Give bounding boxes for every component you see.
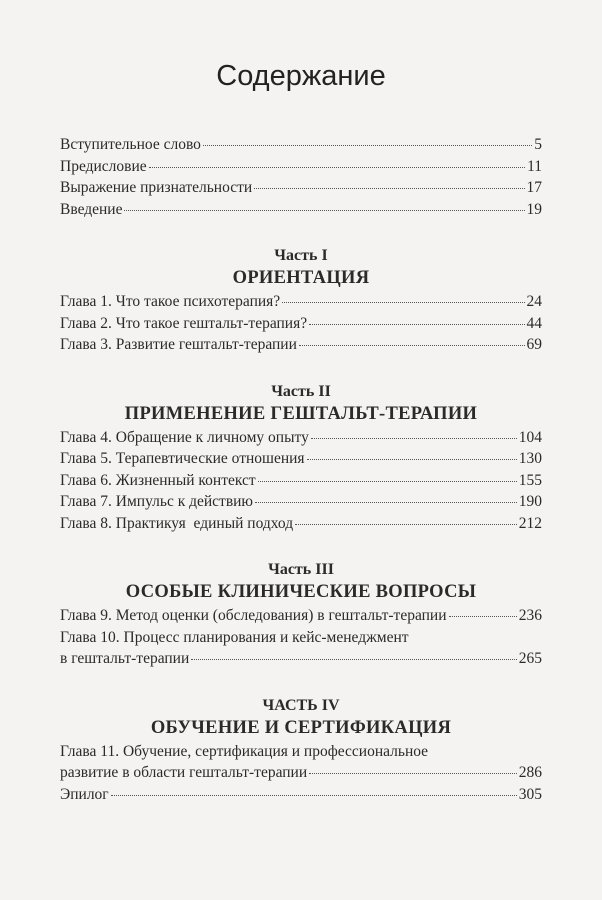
dot-leader [203, 145, 532, 146]
entry-page: 69 [526, 336, 542, 353]
part-name: ОСОБЫЕ КЛИНИЧЕСКИЕ ВОПРОСЫ [125, 582, 477, 602]
entry-page: 5 [534, 136, 542, 153]
toc-entry [60, 513, 542, 535]
part-heading [60, 559, 542, 605]
entry-page: 265 [518, 650, 542, 667]
toc-entry [60, 313, 542, 335]
dot-leader [309, 773, 517, 774]
dot-leader [258, 481, 517, 482]
part-number: Часть III [268, 561, 334, 578]
toc-entry [60, 470, 542, 492]
entry-page: 11 [527, 157, 542, 175]
entry-page: 19 [526, 200, 542, 218]
part-name: ПРИМЕНЕНИЕ ГЕШТАЛЬТ-ТЕРАПИИ [124, 403, 478, 424]
entry-page: 286 [518, 764, 542, 781]
toc-entry [60, 156, 542, 178]
dot-leader [254, 188, 524, 189]
entry-title: Вступительное слово [60, 136, 201, 153]
toc-entry [60, 334, 542, 356]
entry-page: 17 [526, 179, 542, 196]
toc-entry [60, 448, 542, 470]
part-number: Часть I [274, 247, 328, 264]
entry-page: 130 [518, 450, 542, 467]
entry-title: Глава 5. Терапевтические отношения [60, 450, 305, 467]
toc-entry [60, 762, 542, 784]
part-name: ОРИЕНТАЦИЯ [232, 268, 370, 288]
page-title: Содержание [216, 60, 386, 92]
entry-title: Выражение признательности [60, 179, 253, 196]
entry-page: 212 [518, 514, 542, 532]
entry-title: Глава 9. Метод оценки (обследования) в гештальт-терапии [60, 607, 447, 624]
toc-entry [60, 648, 542, 670]
toc-entry [60, 199, 542, 221]
toc-entry [60, 491, 542, 513]
entry-title-line1: Глава 11. Обучение, сертификация и профессиональное [60, 742, 429, 760]
entry-title: Эпилог [60, 785, 109, 803]
dot-leader [299, 345, 525, 346]
dot-leader [255, 502, 517, 503]
entry-page: 190 [518, 493, 542, 510]
dot-leader [295, 524, 517, 525]
entry-title: Глава 4. Обращение к личному опыту [60, 428, 309, 446]
part-number: ЧАСТЬ IV [262, 696, 340, 714]
dot-leader [191, 659, 516, 660]
dot-leader [124, 210, 524, 211]
toc-entry [60, 177, 542, 199]
entry-title: Глава 2. Что такое гештальт-терапия? [60, 314, 308, 332]
entry-title: Введение [60, 200, 123, 218]
entry-page: 236 [518, 607, 542, 624]
dot-leader [111, 795, 517, 796]
dot-leader [449, 616, 517, 617]
entry-page: 104 [518, 428, 542, 446]
entry-page: 155 [518, 471, 542, 489]
toc-entry [60, 427, 542, 449]
dot-leader [307, 459, 517, 460]
part-heading [60, 695, 542, 741]
entry-title: Глава 3. Развитие гештальт-терапии [60, 336, 297, 353]
entry-page: 305 [518, 785, 542, 803]
table-of-contents [60, 134, 542, 805]
part-heading [60, 381, 542, 427]
dot-leader [311, 438, 517, 439]
dot-leader [149, 167, 525, 168]
entry-page: 24 [526, 293, 542, 310]
entry-page: 44 [526, 314, 542, 332]
toc-entry [60, 784, 542, 806]
part-name: ОБУЧЕНИЕ И СЕРТИФИКАЦИЯ [150, 717, 452, 738]
entry-title: Глава 1. Что такое психотерапия? [60, 293, 281, 310]
entry-title-line1: Глава 10. Процесс планирования и кейс-менеджмент [60, 628, 409, 646]
entry-title: в гештальт-терапии [60, 650, 190, 667]
entry-title: Глава 7. Импульс к действию [60, 493, 254, 510]
toc-entry [60, 605, 542, 627]
entry-title: Предисловие [60, 157, 147, 175]
entry-title: Глава 6. Жизненный контекст [60, 471, 256, 489]
toc-entry [60, 291, 542, 313]
toc-entry [60, 134, 542, 156]
entry-title: развитие в области гештальт-терапии [60, 764, 308, 781]
part-number: Часть II [271, 382, 331, 400]
entry-title: Глава 8. Практикуя единый подход [60, 514, 294, 532]
dot-leader [309, 324, 524, 325]
dot-leader [282, 302, 524, 303]
part-heading [60, 245, 542, 291]
